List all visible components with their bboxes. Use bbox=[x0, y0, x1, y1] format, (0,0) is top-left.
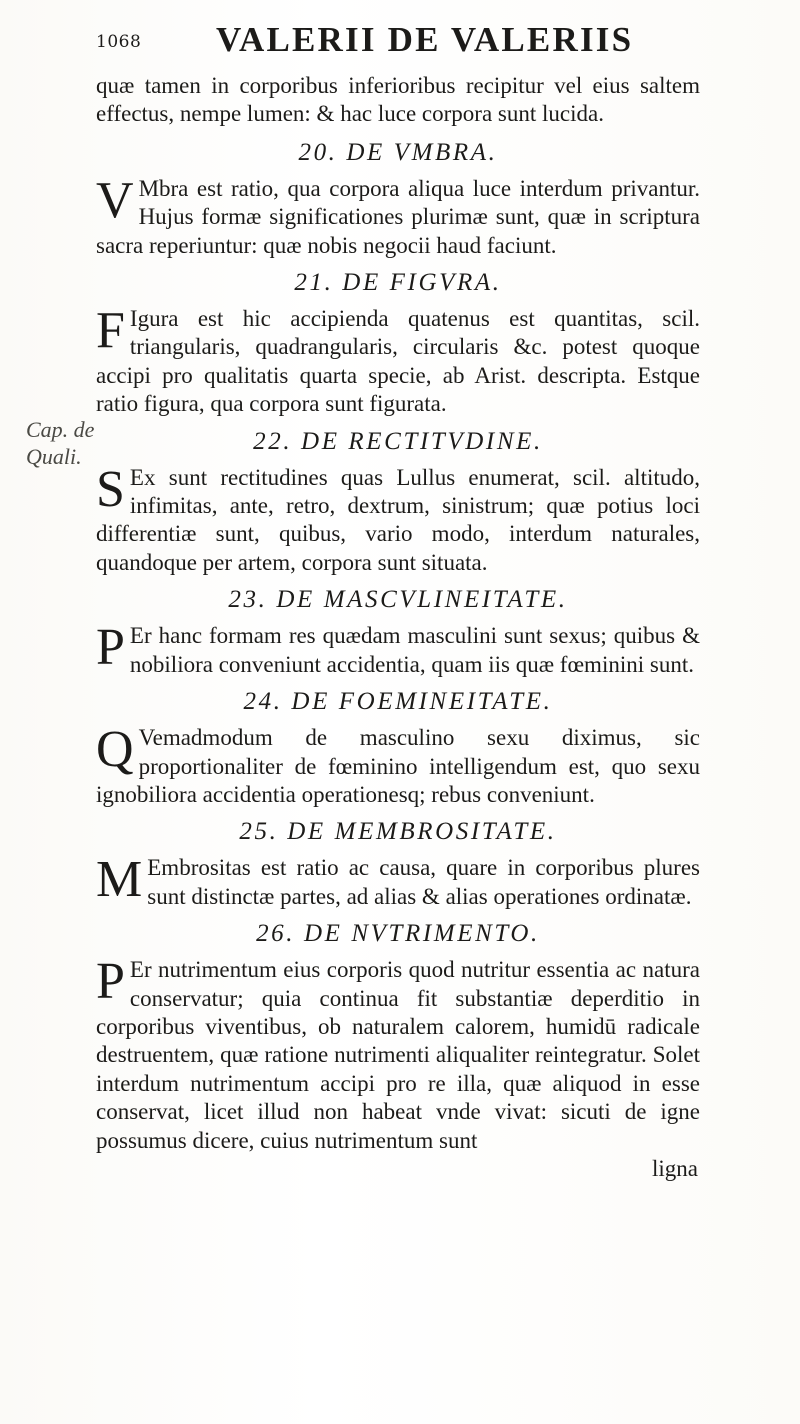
intro-paragraph: quæ tamen in corporibus inferioribus recipitur vel eius saltem effectus, nempe lumen: & hac luce corpora sunt lucida. bbox=[96, 73, 700, 127]
section-masculineitate bbox=[96, 584, 700, 679]
initial-letter: S bbox=[96, 460, 125, 518]
initial-letter: F bbox=[96, 302, 125, 360]
initial-letter: M bbox=[96, 851, 143, 909]
section-heading: 20. DE VMBRA. bbox=[298, 138, 498, 166]
section-text: Er hanc formam res quædam masculini sunt sexus; quibus & nobiliora conveniunt accidentia, quam iis quæ fœminini sunt. bbox=[129, 623, 700, 677]
section-paragraph bbox=[96, 619, 700, 679]
section-heading: 26. DE NVTRIMENTO. bbox=[256, 920, 540, 948]
section-heading: 24. DE FOEMINEITATE. bbox=[243, 688, 553, 716]
initial-letter: P bbox=[96, 619, 125, 677]
page-header bbox=[96, 18, 686, 68]
initial-letter: V bbox=[96, 171, 134, 229]
section-foemineitate bbox=[96, 686, 700, 809]
section-text: Vemadmodum de masculino sexu diximus, sic proportionaliter de fœminino intelligendum est, quo sexu ignobiliora accidentia operationesq; rebus conveniunt. bbox=[96, 725, 700, 807]
section-heading: 23. DE MASCVLINEITATE. bbox=[228, 586, 568, 614]
section-paragraph bbox=[96, 953, 700, 1155]
initial-letter: Q bbox=[96, 721, 134, 779]
section-heading: 22. DE RECTITVDINE. bbox=[253, 427, 543, 455]
section-text: Er nutrimentum eius corporis quod nutritur essentia ac natura conservatur; quia continua fit substantiæ deperditio in corporibus viventibus, ob naturalem calorem, humidū radicale destruentem, quæ ratione nutrimenti aliqualiter reintegratur. Solet interdum nutrimentum accipi pro re illa, quæ aliquod in esse conservat, licet illud non habeat vnde vivat: sicuti de igne possumus dicere, cuius nutrimentum sunt bbox=[96, 957, 700, 1153]
section-umbra bbox=[96, 137, 700, 260]
running-head: VALERII DE VALERIIS bbox=[216, 20, 634, 59]
section-paragraph bbox=[96, 302, 700, 419]
section-figura bbox=[96, 267, 700, 419]
page-number: 1068 bbox=[96, 32, 142, 52]
section-text: Igura est hic accipienda quatenus est quantitas, scil. triangularis, quadrangularis, circularis &c. potest quoque accipi pro qualitatis quarta specie, ab Arist. descripta. Estque ratio figura, qua corpora sunt figurata. bbox=[96, 306, 700, 417]
initial-letter: P bbox=[96, 953, 125, 1011]
section-text: Mbra est ratio, qua corpora aliqua luce interdum privantur. Hujus formæ significationes plurimæ sunt, quæ in scriptura sacra reperiuntur: quæ nobis negocii haud faciunt. bbox=[96, 175, 700, 258]
catchword: ligna bbox=[652, 1155, 698, 1181]
section-paragraph bbox=[96, 460, 700, 578]
section-heading: 25. DE MEMBROSITATE. bbox=[239, 818, 557, 846]
section-membrositate bbox=[96, 816, 700, 911]
section-rectitudine bbox=[96, 426, 700, 578]
section-text: Ex sunt rectitudines quas Lullus enumerat, scil. altitudo, infimitas, ante, retro, dextrum, sinistrum; quæ potius loci differentiæ sunt, quibus, vario modo, interdum naturales, quandoque per artem, corpora sunt situata. bbox=[96, 464, 700, 575]
section-paragraph bbox=[96, 851, 700, 911]
section-nutrimento bbox=[96, 918, 700, 1183]
body-text bbox=[96, 72, 700, 1187]
section-paragraph bbox=[96, 171, 700, 260]
margin-note: Cap. de Quali. bbox=[26, 417, 95, 469]
section-text: Embrositas est ratio ac causa, quare in corporibus plures sunt distinctæ partes, ad alias & alias operationes ordinatæ. bbox=[147, 855, 700, 909]
section-paragraph bbox=[96, 721, 700, 809]
section-heading: 21. DE FIGVRA. bbox=[294, 269, 502, 297]
